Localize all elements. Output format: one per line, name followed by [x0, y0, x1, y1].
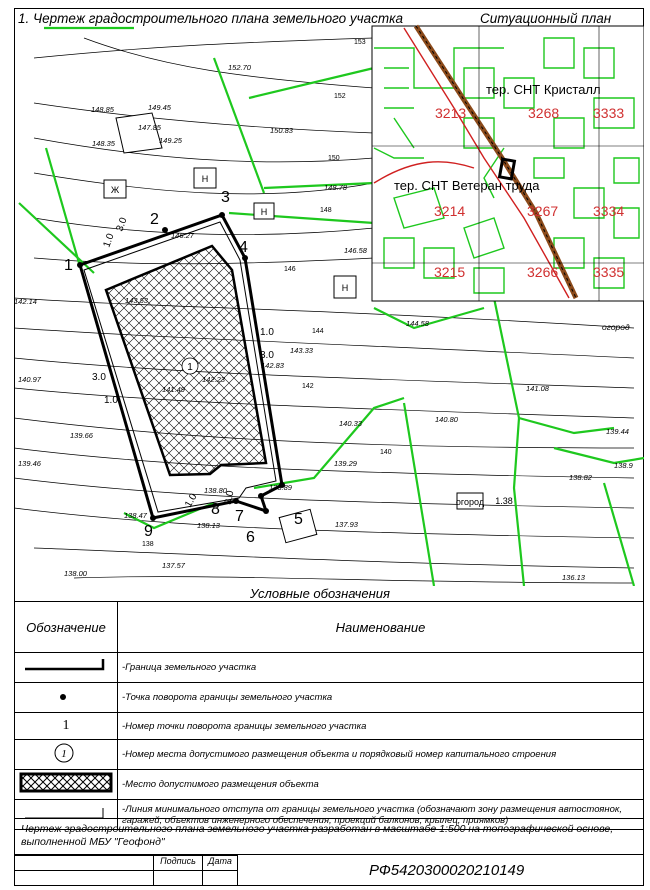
elevation-mark: 148.35: [92, 139, 115, 148]
cadastre-line: [374, 308, 484, 328]
elevation-mark: 141.49: [162, 385, 185, 394]
legend-heading: Условные обозначения: [250, 586, 390, 601]
elevation-mark: 149.45: [148, 103, 171, 112]
turn-point: [219, 212, 225, 218]
contour-label: 146: [284, 266, 296, 273]
point-number: 9: [144, 523, 153, 540]
legend-row: [15, 770, 644, 800]
contour-label: 152: [334, 93, 346, 100]
block-number: 3213: [435, 105, 467, 121]
contour-label: 140: [380, 449, 392, 456]
turn-point-symbol: [15, 683, 117, 709]
elevation-mark: 148.85: [91, 105, 114, 114]
legend-table: [14, 601, 644, 830]
document-number: РФ5420300020210149: [369, 862, 525, 879]
title-block: [14, 855, 644, 886]
cadastre-line: [229, 213, 374, 223]
elevation-mark: 137.57: [162, 561, 185, 570]
garden-label: огород: [602, 322, 630, 332]
legend-text: -Номер места допустимого размещения объекта и порядковый номер капитального строения: [118, 740, 644, 770]
legend-row: [15, 740, 644, 770]
territory-label: тер. СНТ Кристалл: [486, 82, 601, 97]
elevation-mark: 142.14: [14, 297, 37, 306]
svg-text:1: 1: [61, 748, 67, 760]
contour-line: [14, 418, 634, 448]
cadastre-line: [404, 403, 434, 586]
stamp-cell: [14, 855, 154, 871]
block-number: 3214: [434, 203, 466, 219]
block-number: 3335: [593, 264, 625, 280]
territory-label: тер. СНТ Ветеран труда: [394, 178, 540, 193]
elevation-mark: 136.13: [562, 573, 585, 582]
legend-row: [15, 653, 644, 683]
block-number: 3267: [527, 203, 559, 219]
point-number: 8: [211, 501, 220, 518]
legend-text: -Место допустимого размещения объекта: [118, 770, 644, 800]
legend-header-row: [15, 602, 644, 653]
contour-label: 153: [354, 39, 366, 46]
point-number: 3: [221, 189, 230, 206]
contour-line: [34, 548, 634, 568]
point-number: 5: [294, 511, 303, 528]
situation-plan-inset: [372, 26, 644, 301]
block-number: 3334: [593, 203, 625, 219]
building-label: огород: [455, 497, 485, 507]
sign-label: Подпись: [153, 855, 203, 871]
elevation-mark: 149.25: [159, 136, 182, 145]
dimension-label: 3.0: [114, 216, 130, 234]
cadastre-line: [494, 298, 614, 433]
contour-label: 142: [302, 383, 314, 390]
elevation-mark: 140.97: [18, 375, 41, 384]
cadastre-line: [249, 68, 374, 98]
point-number: 4: [239, 239, 248, 256]
place-number: 1: [187, 362, 193, 373]
cadastre-line: [604, 483, 634, 586]
legend-text: -Точка поворота границы земельного участка: [118, 683, 644, 713]
legend-col-name: Наименование: [118, 602, 644, 653]
legend-text: -Номер точки поворота границы земельного участка: [118, 713, 644, 740]
contour-line: [14, 508, 634, 538]
point-number: 7: [235, 508, 244, 525]
building-label: Н: [341, 283, 349, 293]
contour-line: [34, 38, 374, 58]
turn-point: [150, 515, 156, 521]
point-number: 2: [150, 211, 159, 228]
hatched-rect-symbol: [15, 770, 117, 796]
elevation-mark: 138.80: [204, 486, 227, 495]
turn-point: [263, 508, 269, 514]
dimension-label: 1.0: [101, 232, 117, 250]
elevation-mark: 138.47: [124, 511, 147, 520]
dimension-label: 1.0: [104, 395, 118, 406]
building-label: Н: [201, 174, 209, 184]
legend-col-symbol: Обозначение: [15, 602, 118, 653]
situation-plan-title: Ситуационный план: [480, 11, 612, 26]
elevation-mark: 147.85: [138, 123, 161, 132]
point-number-symbol: 1: [15, 713, 118, 740]
stamp-cell: [14, 870, 154, 886]
elevation-mark: 141.08: [526, 384, 549, 393]
contour-label: 144: [312, 328, 324, 335]
contour-line: [14, 298, 634, 328]
dimension-label: 3.0: [260, 350, 274, 361]
cadastre-line: [514, 418, 524, 586]
elevation-mark: 152.70: [228, 63, 251, 72]
block-number: 3266: [527, 264, 559, 280]
elevation-mark: 143.33: [290, 346, 313, 355]
turn-point: [77, 262, 83, 268]
turn-point: [162, 227, 168, 233]
elevation-mark: 144.58: [406, 319, 429, 328]
circle-number-symbol: [15, 740, 117, 766]
building-label: 1.38: [495, 496, 513, 506]
elevation-mark: 138.9: [614, 461, 633, 470]
elevation-mark: 138.82: [569, 473, 592, 482]
contour-label: 150: [328, 155, 340, 162]
point-number: 1: [64, 257, 73, 274]
contour-line: [74, 577, 634, 583]
stamp-cell: [153, 870, 203, 886]
legend-text: -Граница земельного участка: [118, 653, 644, 683]
elevation-mark: 137.93: [335, 520, 358, 529]
building-label: Н: [260, 207, 268, 217]
topographic-map: [14, 8, 644, 586]
contour-label: 138: [142, 541, 154, 548]
elevation-mark: 148.78: [324, 183, 347, 192]
elevation-mark: 140.33: [339, 419, 362, 428]
reservoir: [116, 113, 162, 153]
cadastre-line: [46, 148, 79, 263]
block-number: 3333: [593, 105, 625, 121]
footer-note: Чертеж градостроительного плана земельного участка разработан в масштабе 1:500 на топографической основе, выполненной МБУ "Геофонд": [14, 818, 644, 855]
contour-label: 148: [320, 207, 332, 214]
dimension-label: 1.0: [183, 491, 200, 510]
legend-text: -Линия минимального отступа от границы земельного участка (обозначают зону размещения автостоянок, гаражей, объектов инженерного обеспечения, проекций балконов, крылец, приямков): [118, 800, 644, 830]
elevation-mark: 139.29: [334, 459, 357, 468]
elevation-mark: 142.83: [261, 361, 284, 370]
elevation-mark: 138.13: [197, 521, 220, 530]
dimension-label: 3.0: [92, 372, 106, 383]
elevation-mark: 139.66: [70, 431, 93, 440]
turn-point: [258, 493, 264, 499]
dimension-label: 3.0: [223, 489, 237, 506]
elevation-mark: 138.89: [269, 483, 292, 492]
elevation-mark: 139.46: [18, 459, 41, 468]
elevation-mark: 142.23: [202, 375, 225, 384]
elevation-mark: 140.80: [435, 415, 458, 424]
elevation-mark: 143.53: [125, 296, 148, 305]
legend-row: [15, 683, 644, 713]
contour-line: [14, 478, 634, 508]
boundary-line-symbol: [15, 653, 117, 679]
legend-row: [15, 713, 644, 740]
building-label: Ж: [110, 185, 120, 195]
elevation-mark: 150.83: [270, 126, 293, 135]
drawing-title: 1. Чертеж градостроительного плана земельного участка: [18, 11, 404, 26]
block-number: 3215: [434, 264, 466, 280]
elevation-mark: 139.44: [606, 427, 629, 436]
block-number: 3268: [528, 105, 560, 121]
contour-line: [14, 448, 634, 478]
elevation-mark: 146.58: [344, 246, 367, 255]
date-label: Дата: [202, 855, 238, 871]
contour-line: [34, 138, 374, 162]
cadastre-line: [214, 58, 264, 193]
point-number: 6: [246, 529, 255, 546]
stamp-cell: [202, 870, 238, 886]
dimension-label: 1.0: [260, 327, 274, 338]
contour-line: [34, 103, 374, 133]
elevation-mark: 146.27: [171, 231, 194, 240]
elevation-mark: 138.00: [64, 569, 87, 578]
